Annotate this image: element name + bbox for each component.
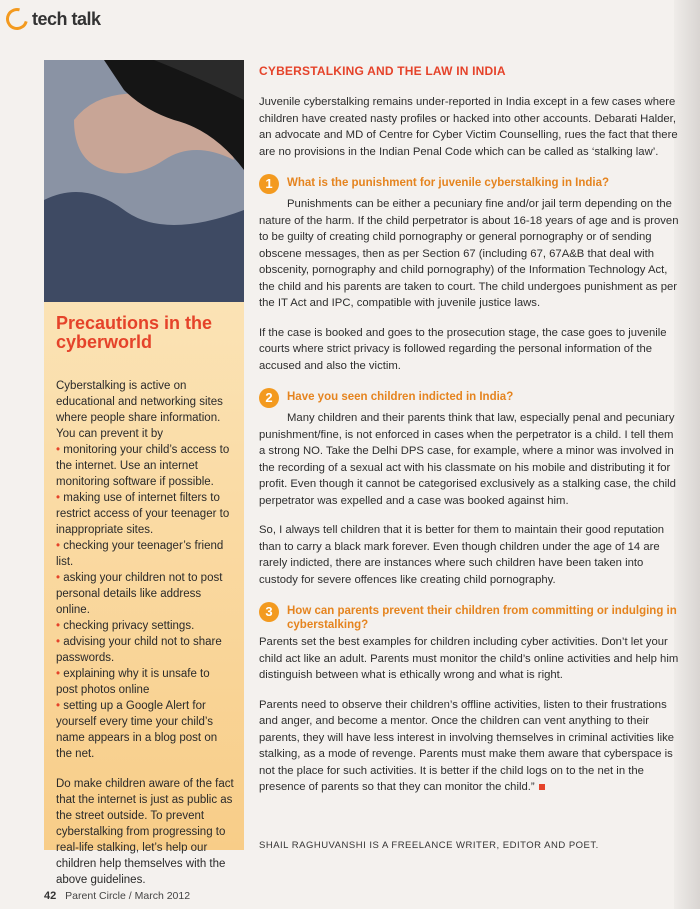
list-item: • explaining why it is unsafe to post photos online [56, 668, 210, 696]
sidebar-title-line1: Precautions in the [56, 313, 213, 333]
list-item: • checking your teenager’s friend list. [56, 540, 224, 568]
list-item: • making use of internet filters to restrict access of your teenager to inappropriate sites. [56, 492, 230, 536]
page-number: 42 [44, 890, 57, 902]
swirl-logo-icon [2, 4, 32, 34]
section-label: tech talk [32, 8, 101, 29]
author-bio: SHAIL RAGHUVANSHI IS A FREELANCE WRITER, EDITOR AND POET. [259, 840, 599, 851]
sidebar-title-line2: cyberworld [56, 332, 153, 352]
list-item: • asking your children not to post personal details like address online. [56, 572, 223, 616]
bullet-icon: • [56, 620, 64, 632]
list-item: • checking privacy settings. [56, 620, 195, 632]
publication-name: Parent Circle / March 2012 [65, 890, 191, 902]
question-title: What is the punishment for juvenile cyberstalking in India? [287, 177, 610, 189]
article-heading: CYBERSTALKING AND THE LAW IN INDIA [259, 64, 506, 78]
bullet-icon: • [56, 700, 64, 712]
list-item: • setting up a Google Alert for yourself every time your child’s name appears in a blog post on the net. [56, 700, 218, 760]
sidebar-title [56, 314, 234, 352]
bullet-icon: • [56, 540, 64, 552]
number-badge-icon: 1 [259, 174, 279, 194]
answer-followup: Parents need to observe their children’s offline activities, listen to their frustrations and anger, and become a mentor. Once the children can vent anything to their parents, they will have less interest in involving themselves in criminal activities like stalking, as a mode of revenge. Parents must make them aware that cyberspace is not the place for such activities. It is better if the child logs on to the net in the presence of parents so that they can monitor the child.” [259, 698, 675, 793]
bullet-icon: • [56, 492, 64, 504]
question-block-1 [259, 173, 679, 312]
end-mark-icon [539, 784, 545, 790]
section-header [6, 8, 101, 30]
question-title: Have you seen children indicted in India? [287, 391, 514, 403]
bullet-icon: • [56, 668, 64, 680]
question-block-3 [259, 601, 679, 684]
number-badge-icon: 2 [259, 388, 279, 408]
precautions-list [56, 442, 234, 762]
sidebar-closing: Do make children aware of the fact that the internet is just as public as the street outside. To prevent cyberstalking from progressing to real-life stalking, let’s help our children help themselves with the above guidelines. [56, 778, 234, 886]
answer-text: Punishments can be either a pecuniary fine and/or jail term depending on the nature of the harm. If the child perpetrator is about 16-18 years of age and is proven to be guilty of creating child pornography or general pornography or of sending obscene messages, then as per Section 67 (including 67, 67A&B that deal with obscenity, pornography and child pornography) of the Information Technology Act, the child and his parents are taken to court. The child undergoes punishment as per the IT Act and IPC, compatible with juvenile justice laws. [259, 198, 679, 309]
bullet-icon: • [56, 636, 64, 648]
bullet-icon: • [56, 444, 64, 456]
list-item: • monitoring your child’s access to the internet. Use an internet monitoring software if possible. [56, 444, 230, 488]
answer-text: Many children and their parents think that law, especially penal and pecuniary punishment/fine, is not enforced in cases when the perpetrator is a child. I tell them a strong NO. Take the Delhi DPS case, for example, where a minor was involved in the recording of a sexual act with his classmate on his mobile and distributing it for profit. Even though it cannot be categorised exclusively as a stalking case, the child perpetrator was expelled and a case was booked against him. [259, 412, 676, 507]
bullet-icon: • [56, 572, 64, 584]
main-article [259, 64, 679, 809]
question-block-2 [259, 387, 679, 509]
number-badge-icon: 3 [259, 602, 279, 622]
list-item: • advising your child not to share passwords. [56, 636, 222, 664]
child-photo [44, 60, 244, 302]
answer-text: Parents set the best examples for children including cyber activities. Don’t let your child act like an adult. Parents must monitor the child’s online activities and help him distinguish between what is ethically wrong and what is right. [259, 636, 679, 681]
precautions-sidebar [44, 302, 244, 886]
sidebar-intro: Cyberstalking is active on educational and networking sites where people share information. You can prevent it by [56, 380, 223, 440]
question-title: How can parents prevent their children from committing or indulging in cyberstalking? [287, 605, 677, 631]
answer-followup: If the case is booked and goes to the prosecution stage, the case goes to juvenile courts where strict privacy is followed regarding the personal information of the accused and also the victim. [259, 326, 667, 372]
answer-followup: So, I always tell children that it is better for them to maintain their good reputation than to carry a black mark forever. Even though children under the age of 14 are rarely indicted, there are instances where such children have been taken into custody for severe offences like creating child pornography. [259, 524, 665, 586]
page-footer [44, 890, 190, 902]
article-intro: Juvenile cyberstalking remains under-reported in India except in a few cases where children have created nasty profiles or hacked into other accounts. Debarati Halder, an advocate and MD of Centre for Cyber Victim Counselling, rues the fact that there are no provisions in the Indian Penal Code which can be called as ‘stalking law’. [259, 96, 678, 158]
